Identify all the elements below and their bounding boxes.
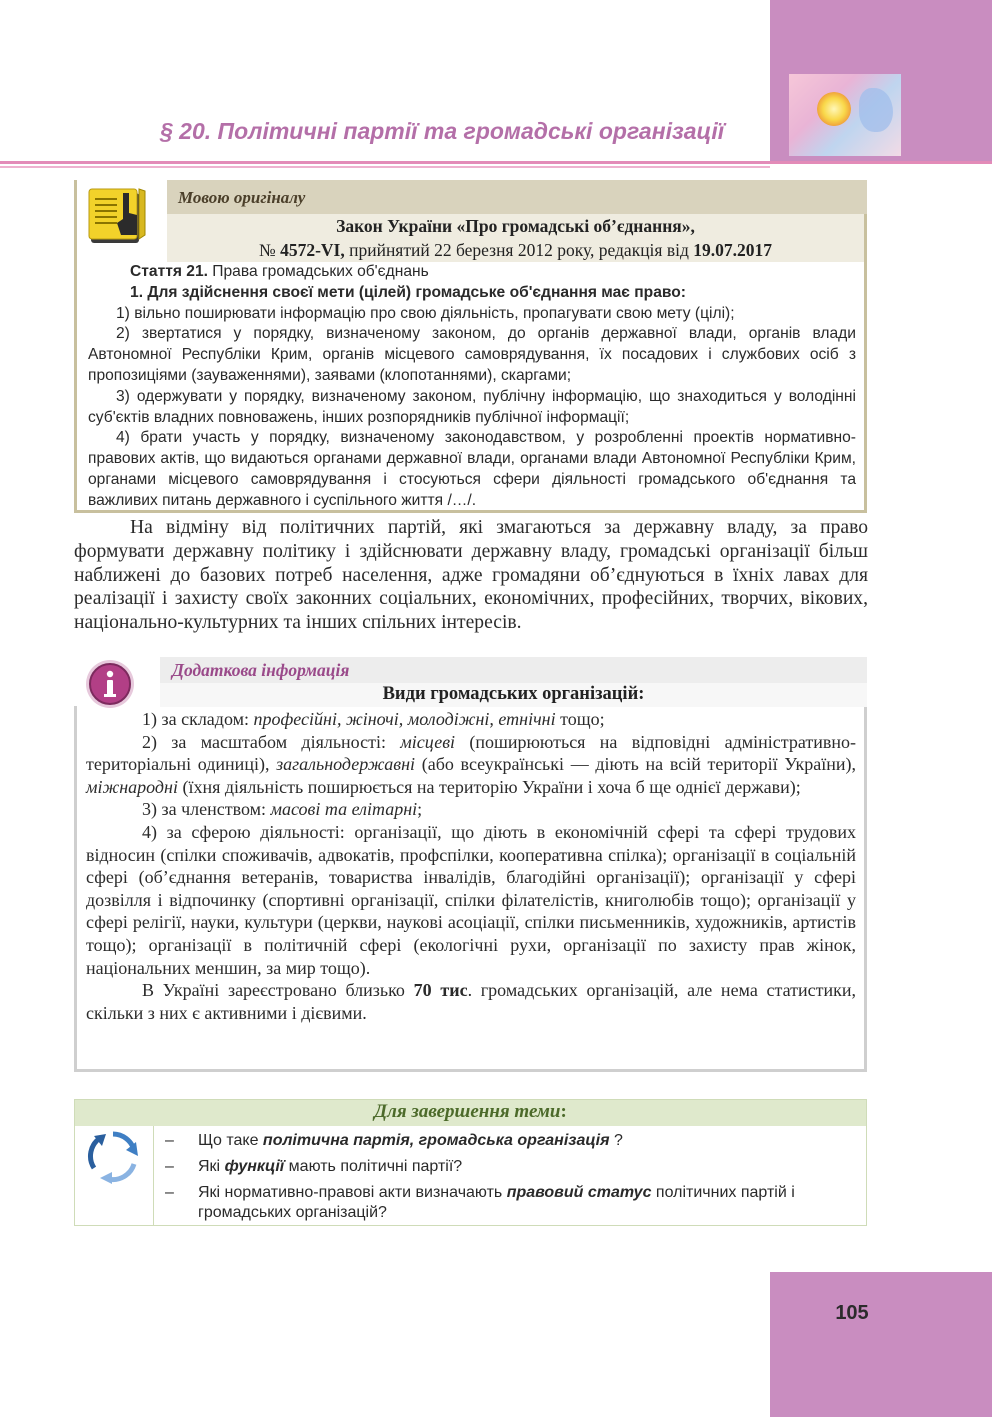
- question-item: – Які функції мають політичні партії?: [165, 1158, 463, 1175]
- finish-topic-title: Для завершення теми:: [374, 1101, 567, 1122]
- header-rule: [0, 161, 992, 164]
- page-number: 105: [835, 1302, 869, 1324]
- chapter-title: § 20. Політичні партії та громадські організації: [160, 118, 725, 144]
- type-by-composition: 1) за складом: професійні, жіночі, молодіжні, етнічні тощо;: [142, 709, 605, 729]
- original-language-label: Мовою оригіналу: [178, 188, 306, 207]
- header-rule-secondary: [0, 166, 770, 168]
- type-by-scale: 2) за масштабом діяльності: місцеві (поширюються на відповідні адміністративно-територіальні одиниці), загальнодержавні (або всеукраїнські — діють на всій території України), міжнародні (їхня діяльність поширюється на територію України і хоча б ще однієї держави);: [86, 731, 856, 797]
- question-item: – Що таке політична партія, громадська організація ?: [165, 1132, 623, 1149]
- article-heading: Стаття 21. Права громадських об'єднань: [130, 263, 429, 280]
- ukraine-map-illustration: [789, 74, 901, 156]
- article-21-text: [88, 262, 856, 512]
- law-subtitle: № 4572-VI, прийнятий 22 березня 2012 року, редакція від 19.07.2017: [258, 240, 772, 260]
- question-item: – Які нормативно-правові акти визначають правовий статус політичних партій і громадських організацій?: [165, 1184, 795, 1221]
- organization-types-text: [86, 708, 856, 1024]
- article-point-1: 1. Для здійснення своєї мети (цілей) громадське об'єднання має право:: [130, 283, 686, 301]
- article-item: 2) звертатися у порядку, визначеному законом, до органів державної влади, органів влади Автономної Республіки Крим, органів місцевого самоврядування, їх посадових і службових осіб з пропозиціями (зауваженнями), заявами (клопотаннями), скаргами;: [88, 325, 856, 384]
- type-by-membership: 3) за членством: масові та елітарні;: [142, 799, 423, 820]
- main-paragraph: На відміну від політичних партій, які змагаються за державну владу, за право формувати державну політику і здійснювати державну владу, громадські організації більш наближені до базових потреб населення, адже громадяни об’єднуються в їхніх лавах для реалізації і захисту своїх законних соціальних, економічних, професійних, творчих, вікових, національно-культурних та інших спільних інтересів.: [74, 517, 868, 634]
- article-item: 1) вільно поширювати інформацію про свою діяльність, пропагувати свою мету (цілі);: [116, 304, 735, 322]
- type-by-sphere: 4) за сферою діяльності: організації, що діють в економічній сфері та сфері трудових відносин (спілки споживачів, адвокатів, профспілки, кооперативна спілка); організації в соціальній сфері (об’єднання ветеранів, товариства інвалідів, благодійні організації); організації у сфері дозвілля і відпочинку (спортивні організації, спілки філателістів, книголюбів тощо); організації у сфері релігії, науки, культури (церкви, наукові асоціації, спілки письменників, художників, артистів тощо); організації в політичній сфері (екологічні рухи, організації по захисту прав жінок, національних меншин, за мир тощо).: [86, 821, 856, 978]
- footer-corner-block: [770, 1272, 992, 1417]
- info-icon: [84, 658, 136, 710]
- additional-info-label: Додаткова інформація: [172, 660, 350, 680]
- registered-count: В Україні зареєстровано близько 70 тис. громадських організацій, але нема статистики, скільки з них є активними і дієвими.: [86, 980, 856, 1023]
- document-hand-icon: [87, 185, 149, 247]
- finish-topic-divider: [153, 1126, 154, 1225]
- cycle-arrows-icon: [84, 1128, 142, 1186]
- organization-types-title: Види громадських організацій:: [382, 684, 645, 704]
- review-questions: [165, 1131, 855, 1229]
- article-item: 3) одержувати у порядку, визначеному законом, публічну інформацію, що знаходиться у володінні суб'єктів владних повноважень, інших розпорядників публічної інформації;: [88, 387, 856, 426]
- article-item: 4) брати участь у порядку, визначеному законодавством, у розробленні проектів нормативно-правових актів, що видаються органами державної влади, органами влади Автономної Республіки Крим, органами місцевого самоврядування і стосуються сфери діяльності громадського об'єднання та важливих питань державного і суспільного життя /…/.: [88, 429, 856, 509]
- law-title: Закон України «Про громадські об’єднання»,: [336, 216, 695, 236]
